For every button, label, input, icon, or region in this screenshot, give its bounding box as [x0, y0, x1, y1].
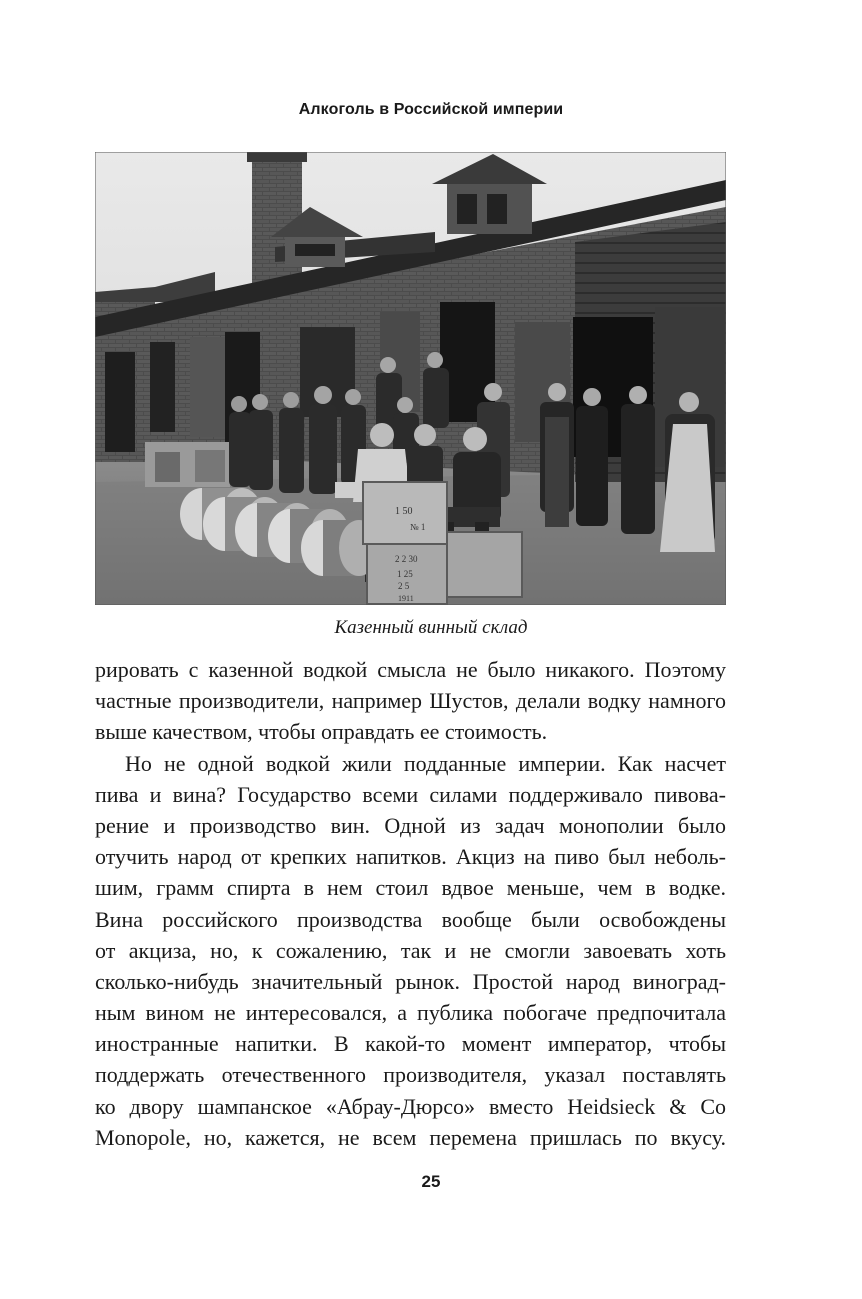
crate-mark: 1 50: [395, 506, 413, 517]
text-line: сколько-нибудь значительный рынок. Простой народ виноград-: [95, 968, 726, 994]
crate-mark: № 1: [410, 522, 426, 532]
text-line: пива и вина? Государство всеми силами поддерживало пивова-: [95, 781, 726, 807]
crate-mark: 2 5: [398, 581, 410, 591]
text-line: Monopole, но, кажется, не всем перемена пришлась по вкусу.: [95, 1124, 726, 1150]
text-line: от акциза, но, к сожалению, так и не смогли завоевать хоть: [95, 937, 726, 963]
text-line: выше качеством, чтобы оправдать ее стоимость.: [95, 719, 548, 745]
text-line: поддержать отечественного производителя, указал поставлять: [95, 1062, 726, 1088]
text-line: частные производители, например Шустов, делали водку намного: [95, 688, 726, 714]
figure-caption: Казенный винный склад: [334, 617, 528, 638]
warehouse-photo: [95, 152, 726, 605]
text-line: отучить народ от крепких напитков. Акциз на пиво был неболь-: [95, 844, 726, 870]
text-line: шим, грамм спирта в нем стоил вдвое меньше, чем в водке.: [95, 875, 726, 901]
text-line: Вина российского производства вообще были освобождены: [95, 906, 726, 932]
text-line: иностранные напитки. В какой-то момент император, чтобы: [95, 1031, 726, 1057]
text-line: рение и производство вин. Одной из задач монополии было: [95, 812, 726, 838]
text-line: рировать с казенной водкой смысла не было никакого. Поэтому: [95, 657, 726, 682]
body-text: [95, 654, 726, 1153]
running-head: Алкоголь в Российской империи: [298, 101, 564, 118]
text-line: Но не одной водкой жили подданные империи. Как насчет: [125, 750, 726, 776]
text-line: ко двору шампанское «Абрау-Дюрсо» вместо Heidsieck & Co: [95, 1093, 726, 1119]
page-number: 25: [421, 1172, 441, 1191]
text-line: ным вином не интересовался, а публика побогаче предпочитала: [95, 1000, 726, 1026]
crate-mark: 1 25: [397, 569, 413, 579]
crate-mark: 1911: [398, 594, 414, 603]
crate-mark: 2 2 30: [395, 554, 418, 564]
